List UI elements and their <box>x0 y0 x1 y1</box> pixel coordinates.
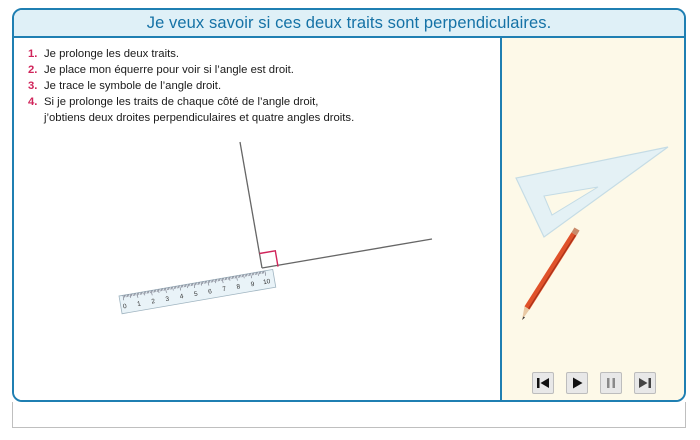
ruler-label: 5 <box>193 290 199 299</box>
ruler-label: 0 <box>122 302 128 311</box>
pencil-icon <box>522 229 577 320</box>
step-text: Si je prolonge les traits de chaque côté de l’angle droit, j’obtiens deux droites perpendiculaires et quatre angles droits. <box>44 96 355 124</box>
rewind-button[interactable] <box>532 372 554 394</box>
step-number: 4. <box>28 96 38 108</box>
tools-panel <box>502 38 684 400</box>
ruler-label: 7 <box>221 285 227 294</box>
ruler-label: 1 <box>136 300 142 308</box>
page-title: Je veux savoir si ces deux traits sont perpendiculaires. <box>146 13 552 32</box>
ruler-label: 2 <box>150 297 156 306</box>
step-text: Je trace le symbole de l’angle droit. <box>44 80 222 92</box>
instruction-panel <box>14 38 500 400</box>
play-button[interactable] <box>566 372 588 394</box>
step-number: 3. <box>28 80 38 92</box>
skip-back-icon <box>536 376 550 390</box>
right-angle-mark <box>260 251 279 267</box>
vertical-trait <box>240 142 262 268</box>
ruler-label: 10 <box>262 278 271 287</box>
activity-card <box>12 8 686 402</box>
ruler-label: 8 <box>236 283 241 291</box>
ruler-body <box>119 269 276 313</box>
ruler-label: 9 <box>250 280 255 289</box>
tools-illustration <box>502 38 686 368</box>
set-square-icon <box>516 147 668 237</box>
pause-button[interactable] <box>600 372 622 394</box>
step-text: Je prolonge les deux traits. <box>44 48 180 60</box>
step-number: 2. <box>28 64 38 76</box>
forward-button[interactable] <box>634 372 656 394</box>
step-number: 1. <box>28 48 38 60</box>
pause-icon <box>604 376 618 390</box>
playback-controls <box>532 372 656 394</box>
ruler-label: 3 <box>165 295 170 304</box>
horizontal-trait <box>262 239 432 268</box>
header-bar <box>14 10 684 38</box>
ruler <box>119 269 276 313</box>
ruler-label: 6 <box>207 288 213 296</box>
ruler-label: 4 <box>179 293 185 301</box>
bottom-strip <box>12 402 686 428</box>
play-icon <box>570 376 584 390</box>
geometry-drawing <box>14 38 500 402</box>
step-text: Je place mon équerre pour voir si l’angle est droit. <box>44 64 294 76</box>
skip-forward-icon <box>638 376 652 390</box>
